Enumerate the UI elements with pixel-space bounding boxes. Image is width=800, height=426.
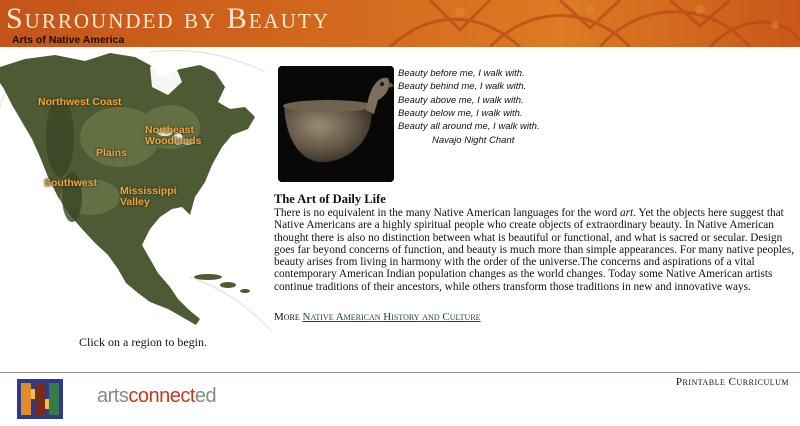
mia-logo[interactable]: [17, 379, 63, 419]
logo-connect: connect: [128, 385, 195, 407]
footer-divider: [0, 372, 800, 373]
article-title: The Art of Daily Life: [274, 192, 386, 206]
region-mississippi-valley[interactable]: Mississippi Valley: [120, 185, 177, 208]
header-banner: [0, 0, 800, 47]
banner-pattern: [370, 0, 800, 47]
artsconnected-logo[interactable]: [97, 385, 216, 408]
region-southwest[interactable]: Southwest: [44, 177, 98, 189]
region-plains[interactable]: Plains: [96, 147, 127, 159]
poem-credit: Navajo Night Chant: [432, 135, 515, 146]
bowl-photo: [278, 66, 394, 182]
map-instruction: Click on a region to begin.: [79, 335, 207, 349]
north-america-map[interactable]: [0, 47, 272, 337]
site-subtitle: Arts of Native America: [12, 34, 125, 46]
more-line: [274, 311, 481, 323]
article-text: There is no equivalent in the many Native American languages for the word: [274, 207, 621, 219]
logo-arts: arts: [97, 385, 129, 407]
poem-line: Beauty behind me, I walk with.: [398, 81, 527, 93]
poem-line: Beauty before me, I walk with.: [398, 68, 525, 79]
region-northeast-woodlands[interactable]: Northeast Woodlands: [145, 124, 202, 147]
poem: [398, 67, 540, 133]
printable-curriculum-link[interactable]: Printable Curriculum: [675, 376, 789, 388]
site-title: Surrounded by Beauty: [6, 2, 330, 35]
poem-line: Beauty above me, I walk with.: [398, 94, 524, 106]
mia-logo-icon: [17, 379, 63, 419]
more-prefix: More: [274, 311, 300, 323]
poem-line: Beauty all around me, I walk with.: [398, 121, 540, 133]
poem-line: Beauty below me, I walk with.: [398, 107, 523, 119]
logo-ed: ed: [194, 385, 217, 407]
carved-bowl-image: [278, 66, 394, 182]
article-text-continued: . Yet the objects here suggest that Native Americans are a highly spiritual people who create objects of extraordinary beauty. In Native American thought there is also no distinction between what is beautiful or functional, and what is sacred or secular. Design goes far beyond concerns of function, and beauty is much more than simple appearances. For many native peoples, beauty arises from living in harmony with the order of the universe.The concerns and aspirations of a vital contemporary American Indian population changes as the world changes. Today some Native American artists continue traditions of their ancestors, while others transform those traditions in new and innovative ways.: [274, 207, 795, 293]
native-american-history-link[interactable]: Native American History and Culture: [302, 311, 481, 323]
article-body: [274, 207, 800, 293]
region-northwest-coast[interactable]: Northwest Coast: [38, 96, 122, 108]
article-emphasis: art: [620, 207, 634, 219]
